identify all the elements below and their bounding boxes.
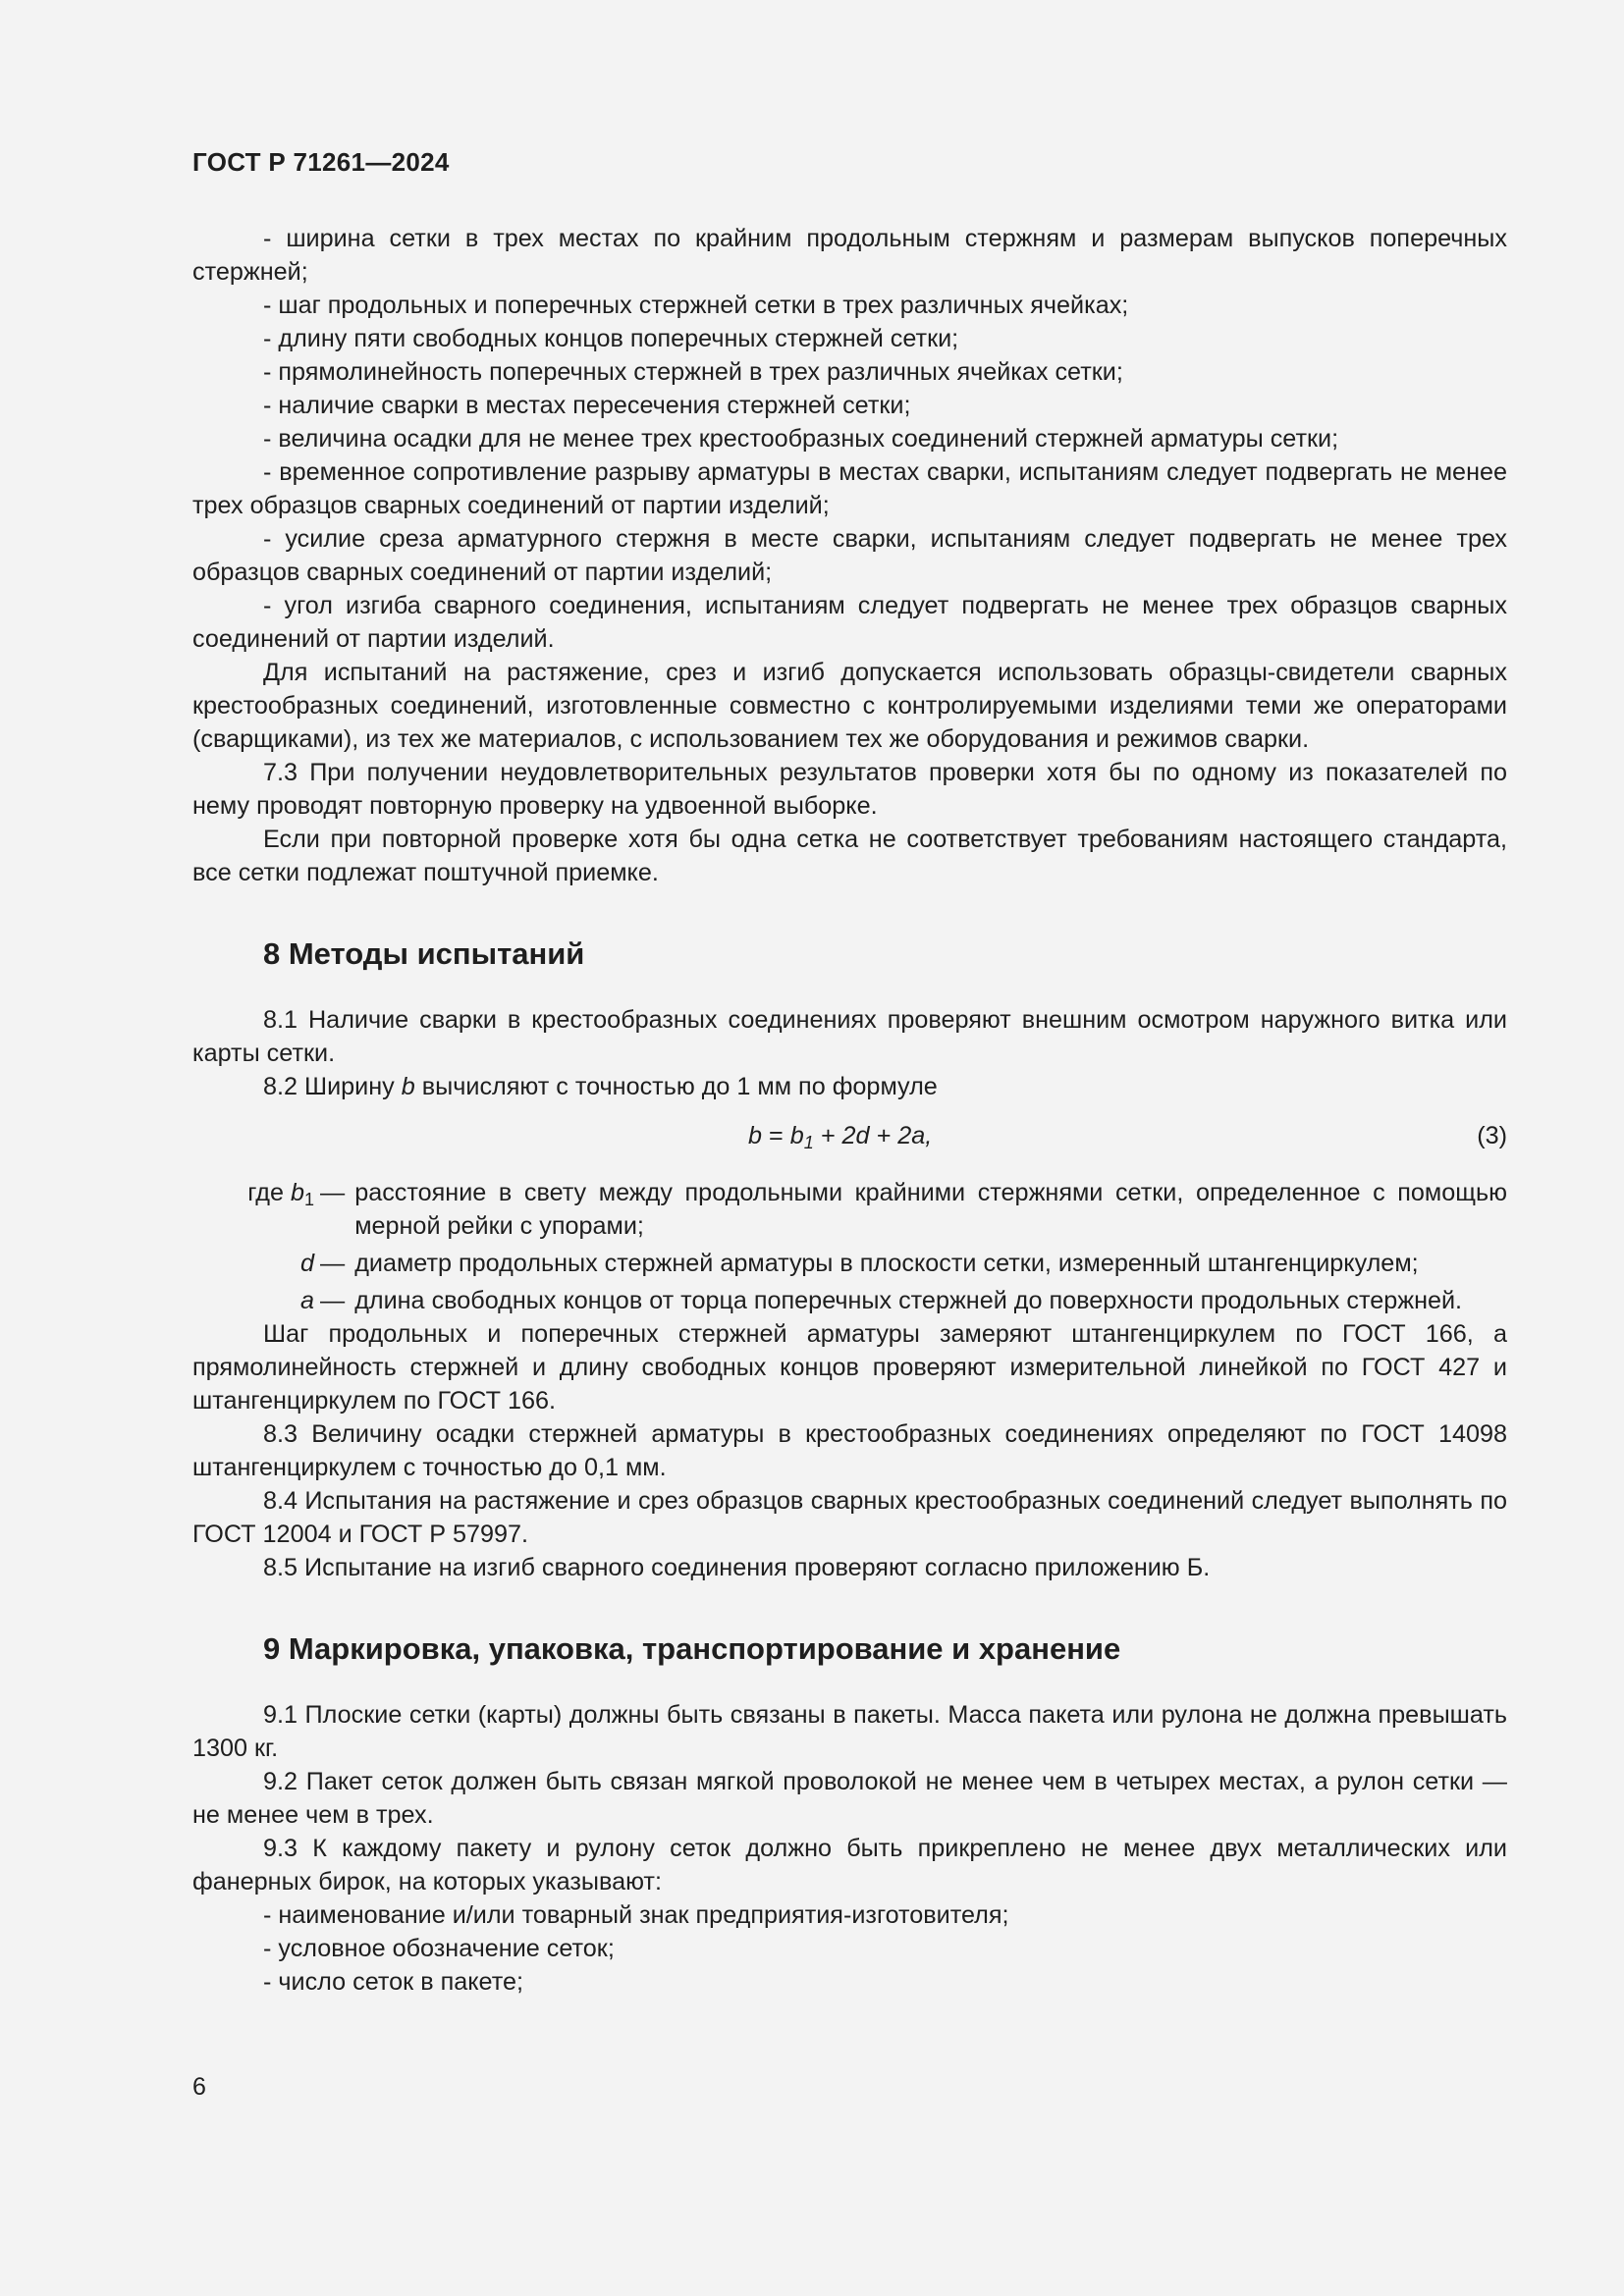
paragraph-9-1: 9.1 Плоские сетки (карты) должны быть связаны в пакеты. Масса пакета или рулона не должна превышать 1300 кг. (192, 1701, 1507, 1762)
list-item: - длину пяти свободных концов поперечных стержней сетки; (263, 325, 959, 352)
definition-text: диаметр продольных стержней арматуры в плоскости сетки, измеренный штангенциркулем; (354, 1250, 1419, 1277)
page-number: 6 (192, 2073, 206, 2101)
paragraph-witness-samples: Для испытаний на растяжение, срез и изгиб допускается использовать образцы-свидетели сварных крестообразных соединений, изготовленные совместно с контролируемыми изделиями теми же операторами (сварщиками), из тех же материалов, с использованием тех же оборудования и режимов сварки. (192, 659, 1507, 753)
paragraph-7-3: 7.3 При получении неудовлетворительных результатов проверки хотя бы по одному из показателей по нему проводят повторную проверку на удвоенной выборке. (192, 759, 1507, 820)
definition-term (192, 1247, 314, 1280)
definition-dash: — (320, 1179, 346, 1206)
list-item: - условное обозначение сеток; (263, 1935, 615, 1962)
definition-symbol: a (299, 1287, 314, 1314)
definition-symbol: d (299, 1250, 314, 1277)
definition-a (192, 1284, 1507, 1317)
formula-b: b (789, 1122, 804, 1149)
formula-expression (748, 1119, 932, 1159)
definition-prefix: где (247, 1179, 291, 1206)
list-item: - ширина сетки в трех местах по крайним продольным стержням и размерам выпусков поперечных стержней; (192, 225, 1507, 286)
paragraph-8-5: 8.5 Испытание на изгиб сварного соединения проверяют согласно приложению Б. (263, 1554, 1211, 1581)
definition-symbol: b (290, 1179, 304, 1206)
formula-3 (192, 1119, 1507, 1152)
section-8-title: 8 Методы испытаний (263, 936, 585, 971)
formula-lhs: b (748, 1122, 763, 1149)
definition-subscript: 1 (303, 1190, 314, 1209)
paragraph-8-1: 8.1 Наличие сварки в крестообразных соединениях проверяют внешним осмотром наружного витка или карты сетки. (192, 1006, 1507, 1067)
paragraph-8-2-tail: вычисляют с точностью до 1 мм по формуле (414, 1073, 938, 1100)
definition-text: расстояние в свету между продольными крайними стержнями сетки, определенное с помощью мерной рейки с упорами; (354, 1179, 1507, 1240)
paragraph-repeat-check: Если при повторной проверке хотя бы одна сетка не соответствует требованиям настоящего стандарта, все сетки подлежат поштучной приемке. (192, 826, 1507, 886)
definition-dash: — (320, 1250, 346, 1277)
list-item: - величина осадки для не менее трех крестообразных соединений стержней арматуры сетки; (263, 425, 1339, 453)
list-item: - прямолинейность поперечных стержней в трех различных ячейках сетки; (263, 358, 1123, 386)
paragraph-8-2-lead: 8.2 Ширину (263, 1073, 402, 1100)
list-item: - число сеток в пакете; (263, 1968, 523, 1996)
document-header: ГОСТ Р 71261—2024 (192, 147, 450, 177)
formula-definitions (192, 1176, 1507, 1317)
document-body (192, 222, 1507, 1999)
definition-term (192, 1176, 314, 1216)
list-item: - наличие сварки в местах пересечения стержней сетки; (263, 392, 911, 419)
section-9-title: 9 Маркировка, упаковка, транспортирование и хранение (263, 1631, 1121, 1666)
variable-b: b (401, 1073, 415, 1100)
paragraph-8-3: 8.3 Величину осадки стержней арматуры в крестообразных соединениях определяют по ГОСТ 14098 штангенциркулем с точностью до 0,1 мм. (192, 1420, 1507, 1481)
formula-rest: + 2d + 2a, (813, 1122, 933, 1149)
paragraph-8-2 (192, 1070, 1507, 1103)
list-item: - наименование и/или товарный знак предприятия-изготовителя; (263, 1901, 1009, 1929)
formula-equals: = (762, 1122, 790, 1149)
paragraph-9-2: 9.2 Пакет сеток должен быть связан мягкой проволокой не менее чем в четырех местах, а рулон сетки — не менее чем в трех. (192, 1768, 1507, 1829)
list-item: - временное сопротивление разрыву арматуры в местах сварки, испытаниям следует подвергать не менее трех образцов сварных соединений от партии изделий; (192, 458, 1507, 519)
definition-text: длина свободных концов от торца поперечных стержней до поверхности продольных стержней. (354, 1287, 1463, 1314)
definition-b1 (192, 1176, 1507, 1243)
list-item: - шаг продольных и поперечных стержней сетки в трех различных ячейках; (263, 292, 1129, 319)
list-item: - угол изгиба сварного соединения, испытаниям следует подвергать не менее трех образцов сварных соединений от партии изделий. (192, 592, 1507, 653)
definition-d (192, 1247, 1507, 1280)
definition-dash: — (320, 1287, 346, 1314)
paragraph-9-3: 9.3 К каждому пакету и рулону сеток должно быть прикреплено не менее двух металлических или фанерных бирок, на которых указывают: (192, 1835, 1507, 1896)
formula-b-sub: 1 (803, 1133, 814, 1152)
formula-number: (3) (1477, 1122, 1507, 1149)
paragraph-step-measure: Шаг продольных и поперечных стержней арматуры замеряют штангенциркулем по ГОСТ 166, а прямолинейность стержней и длину свободных концов проверяют измерительной линейкой по ГОСТ 427 и штангенциркулем по ГОСТ 166. (192, 1320, 1507, 1415)
list-item: - усилие среза арматурного стержня в месте сварки, испытаниям следует подвергать не менее трех образцов сварных соединений от партии изделий; (192, 525, 1507, 586)
definition-term (192, 1284, 314, 1317)
paragraph-8-4: 8.4 Испытания на растяжение и срез образцов сварных крестообразных соединений следует выполнять по ГОСТ 12004 и ГОСТ Р 57997. (192, 1487, 1507, 1548)
